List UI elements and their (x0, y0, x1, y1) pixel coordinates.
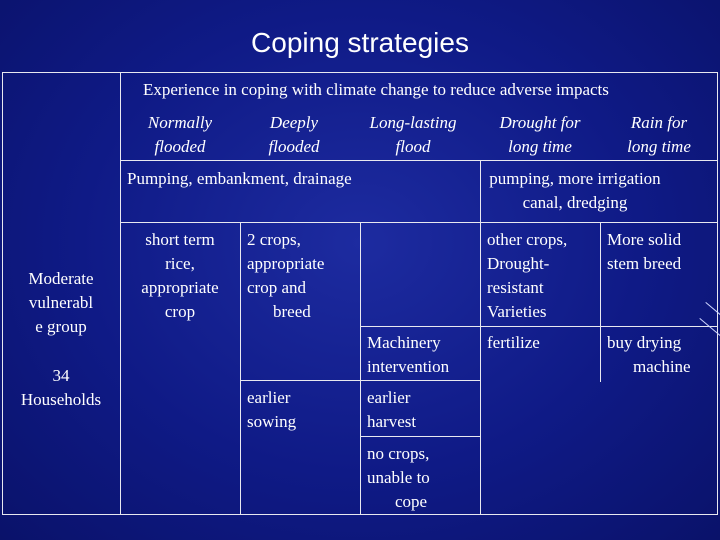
group-label: Moderate vulnerabl e group (28, 269, 94, 336)
divider-col-normal-deep (240, 222, 241, 515)
column-head-normally-flooded: Normally flooded (147, 113, 213, 156)
rule-below-column-heads (120, 160, 718, 161)
cell-rain-drying-machine: buy drying machine (607, 333, 691, 376)
household-count-label: 34 Households (20, 366, 102, 409)
cell-rain-solid-stem: More solid stem breed (607, 230, 682, 273)
column-head-long-lasting-flood: Long-lasting flood (369, 113, 457, 156)
rule-below-common-strategies (120, 222, 718, 223)
column-head-rain-long-time: Rain for long time (627, 113, 691, 156)
drought-common-strategies: pumping, more irrigation canal, dredging (489, 169, 661, 212)
cell-deeply-flooded-strategy: 2 crops, appropriate crop and breed (247, 230, 325, 321)
cell-long-lasting-no-crops: no crops, unable to cope (367, 444, 430, 511)
cell-drought-other-crops: other crops, Drought- resistant Varieties (487, 230, 568, 321)
table-border-top (2, 72, 718, 73)
rule-before-machinery (360, 326, 480, 327)
column-head-drought-long-time: Drought for long time (499, 113, 581, 156)
rule-before-no-crops (360, 436, 480, 437)
cell-drought-fertilize: fertilize (487, 333, 540, 352)
cell-normally-flooded-strategy: short term rice, appropriate crop (141, 230, 219, 321)
rule-before-sowing (240, 380, 360, 381)
divider-col-drought-rain (600, 222, 601, 382)
cell-long-lasting-harvest: earlier harvest (367, 388, 417, 431)
divider-col-deep-long (360, 222, 361, 515)
rule-before-harvest (360, 380, 480, 381)
column-head-deeply-flooded: Deeply flooded (268, 113, 320, 156)
cell-deeply-flooded-sowing: earlier sowing (247, 388, 297, 431)
rule-before-fertilize (480, 326, 718, 327)
flood-common-strategies: Pumping, embankment, drainage (127, 169, 352, 188)
cell-long-lasting-machinery: Machinery intervention (367, 333, 450, 376)
table-header: Experience in coping with climate change to reduce adverse impacts (143, 80, 609, 99)
page-title: Coping strategies (251, 27, 469, 58)
